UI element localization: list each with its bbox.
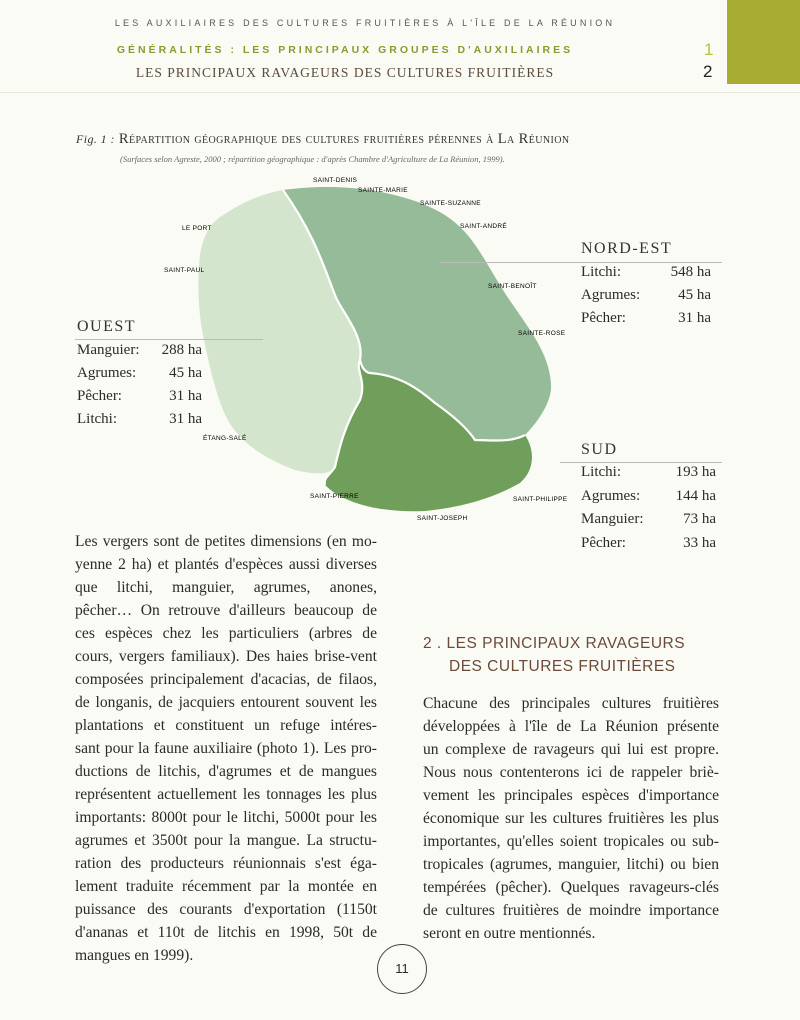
ouest-title: OUEST <box>77 318 137 335</box>
header-accent-block <box>727 0 800 84</box>
header-divider <box>0 92 800 93</box>
crop-area: 73 ha <box>683 511 716 527</box>
paragraph-line: tempérées (pêcher). Quelques ravageurs-clés <box>423 879 719 896</box>
series-title: LES AUXILIAIRES DES CULTURES FRUITIÈRES À L'ÎLE DE LA RÉUNION <box>114 18 616 28</box>
paragraph-line: développées à l'île de La Réunion présente <box>423 718 719 735</box>
table-row <box>77 411 202 434</box>
figure-subtitle: (Surfaces selon Agreste, 2000 ; répartition géographique : d'après Chambre d'Agriculture de La Réunion, 1999). <box>120 154 505 164</box>
paragraph-line: représentent actuellement les tonnages les plus <box>75 786 377 803</box>
paragraph-line: vement les principales espèces d'importance <box>423 787 719 804</box>
town-sainte-suzanne: SAINTE-SUZANNE <box>420 200 481 207</box>
sud-rule <box>560 462 722 463</box>
table-row <box>581 464 716 488</box>
header-section-2[interactable]: LES PRINCIPAUX RAVAGEURS DES CULTURES FRUITIÈRES <box>135 65 555 80</box>
crop-area: 288 ha <box>161 342 202 358</box>
crop-area: 45 ha <box>678 287 711 303</box>
crop-label: Manguier: <box>581 511 644 527</box>
town-etang-sale: ÉTANG-SALÉ <box>203 435 247 442</box>
paragraph-line: lement traduite récemment par la montée en <box>75 878 377 895</box>
section-heading <box>423 632 685 655</box>
paragraph-line: ductions de litchis, d'agrumes et de mangues <box>75 763 377 780</box>
figure-caption <box>76 131 569 148</box>
paragraph-line: économique sur les cultures fruitières les plus <box>423 810 719 827</box>
paragraph-line: puissance des courants d'exportation (1150t <box>75 901 377 918</box>
town-sainte-rose: SAINTE-ROSE <box>518 330 566 337</box>
paragraph-line: d'ananas et 110t de litchis en 1998, 50t de <box>75 924 377 941</box>
paragraph-line: Nous nous contenterons ici de rappeler briè- <box>423 764 719 781</box>
paragraph-line: Chacune des principales cultures fruitières <box>423 695 719 712</box>
paragraph-line: pêcher… On retrouve d'ailleurs beaucoup de <box>75 602 377 619</box>
crop-area: 144 ha <box>675 487 716 504</box>
table-row <box>77 365 202 388</box>
table-row <box>581 264 711 287</box>
paragraph-line: de cultures fruitières de moindre importance <box>423 902 719 919</box>
crop-area: 31 ha <box>169 411 202 427</box>
sud-table <box>581 464 716 558</box>
crop-area: 31 ha <box>169 388 202 404</box>
table-row <box>581 310 711 333</box>
ouest-table <box>77 342 202 434</box>
paragraph-line: ces espèces chez les particuliers (arbres de <box>75 625 377 642</box>
crop-area: 548 ha <box>670 264 711 280</box>
paragraph-line: ration des producteurs réunionnais s'est éga- <box>75 855 377 872</box>
town-sainte-marie: SAINTE-MARIE <box>358 187 408 194</box>
crop-label: Manguier: <box>77 342 140 358</box>
paragraph-line: plantations et constituent un refuge intéres- <box>75 717 377 734</box>
town-saint-joseph: SAINT-JOSEPH <box>417 515 468 522</box>
crop-label: Agrumes: <box>581 487 641 504</box>
crop-label: Litchi: <box>581 264 621 280</box>
table-row <box>581 511 716 535</box>
crop-label: Litchi: <box>581 464 621 480</box>
town-saint-philippe: SAINT-PHILIPPE <box>513 496 568 503</box>
crop-label: Agrumes: <box>77 365 137 381</box>
section-title-line-1: LES PRINCIPAUX RAVAGEURS <box>446 635 686 652</box>
town-saint-pierre: SAINT-PIERRE <box>310 493 359 500</box>
town-saint-paul: SAINT-PAUL <box>164 267 205 274</box>
figure-title: Répartition géographique des cultures fruitières pérennes à La Réunion <box>118 131 570 147</box>
left-paragraph <box>75 530 377 967</box>
ouest-rule <box>75 339 263 340</box>
paragraph-line: importantes, qu'elles soient tropicales ou sub- <box>423 833 719 850</box>
section-heading-line-2: DES CULTURES FRUITIÈRES <box>449 658 676 675</box>
paragraph-line: sant pour la faune auxiliaire (photo 1). Les pro- <box>75 740 377 757</box>
paragraph-line: cours, vergers familiaux). Des haies brise-vent <box>75 648 377 665</box>
paragraph-line: agrumes et 3500t pour la mangue. La structu- <box>75 832 377 849</box>
header-section-1[interactable]: GÉNÉRALITÉS : LES PRINCIPAUX GROUPES D'AUXILIAIRES <box>116 44 574 56</box>
right-paragraph <box>423 692 719 945</box>
figure-label: Fig. 1 : <box>76 132 115 146</box>
paragraph-line: que litchi, manguier, agrumes, anones, <box>75 579 377 596</box>
crop-label: Pêcher: <box>77 388 122 404</box>
crop-area: 45 ha <box>169 365 202 381</box>
town-saint-benoit: SAINT-BENOÎT <box>488 283 537 290</box>
crop-label: Pêcher: <box>581 534 626 551</box>
paragraph-line: yenne 2 ha) et plantés d'espèces aussi diverses <box>75 556 377 573</box>
paragraph-line: importants: 8000t pour le litchi, 5000t pour les <box>75 809 377 826</box>
paragraph-line: tropicales (agrumes, manguier, litchi) ou bien <box>423 856 719 873</box>
nord-est-title: NORD-EST <box>581 240 673 257</box>
crop-label: Litchi: <box>77 411 117 427</box>
table-row <box>581 287 711 310</box>
crop-label: Agrumes: <box>581 287 641 303</box>
paragraph-line: composées principalement d'acacias, de filaos, <box>75 671 377 688</box>
town-saint-denis: SAINT-DENIS <box>313 177 358 184</box>
sud-title: SUD <box>581 441 618 458</box>
crop-area: 31 ha <box>678 310 711 326</box>
section-number: 2 . <box>423 635 442 652</box>
paragraph-line: un complexe de ravageurs qui lui est propre. <box>423 741 719 758</box>
table-row <box>581 535 716 559</box>
town-saint-andre: SAINT-ANDRÉ <box>460 223 508 230</box>
nord-est-table <box>581 264 711 333</box>
nord-est-rule <box>440 262 722 263</box>
paragraph-line: seront en outre mentionnés. <box>423 925 596 942</box>
crop-label: Pêcher: <box>581 310 626 326</box>
table-row <box>581 488 716 512</box>
paragraph-line: mangues en 1999). <box>75 947 194 964</box>
table-row <box>77 342 202 365</box>
crop-area: 33 ha <box>683 534 716 551</box>
paragraph-line: de longanis, de jacquiers entourent souvent les <box>75 694 377 711</box>
header-section-number-2: 2 <box>703 62 713 81</box>
header-section-number-1: 1 <box>704 40 714 59</box>
paragraph-line: Les vergers sont de petites dimensions (en mo- <box>75 533 377 550</box>
town-le-port: LE PORT <box>182 225 212 232</box>
table-row <box>77 388 202 411</box>
crop-area: 193 ha <box>675 464 716 480</box>
page-number: 11 <box>377 944 427 994</box>
